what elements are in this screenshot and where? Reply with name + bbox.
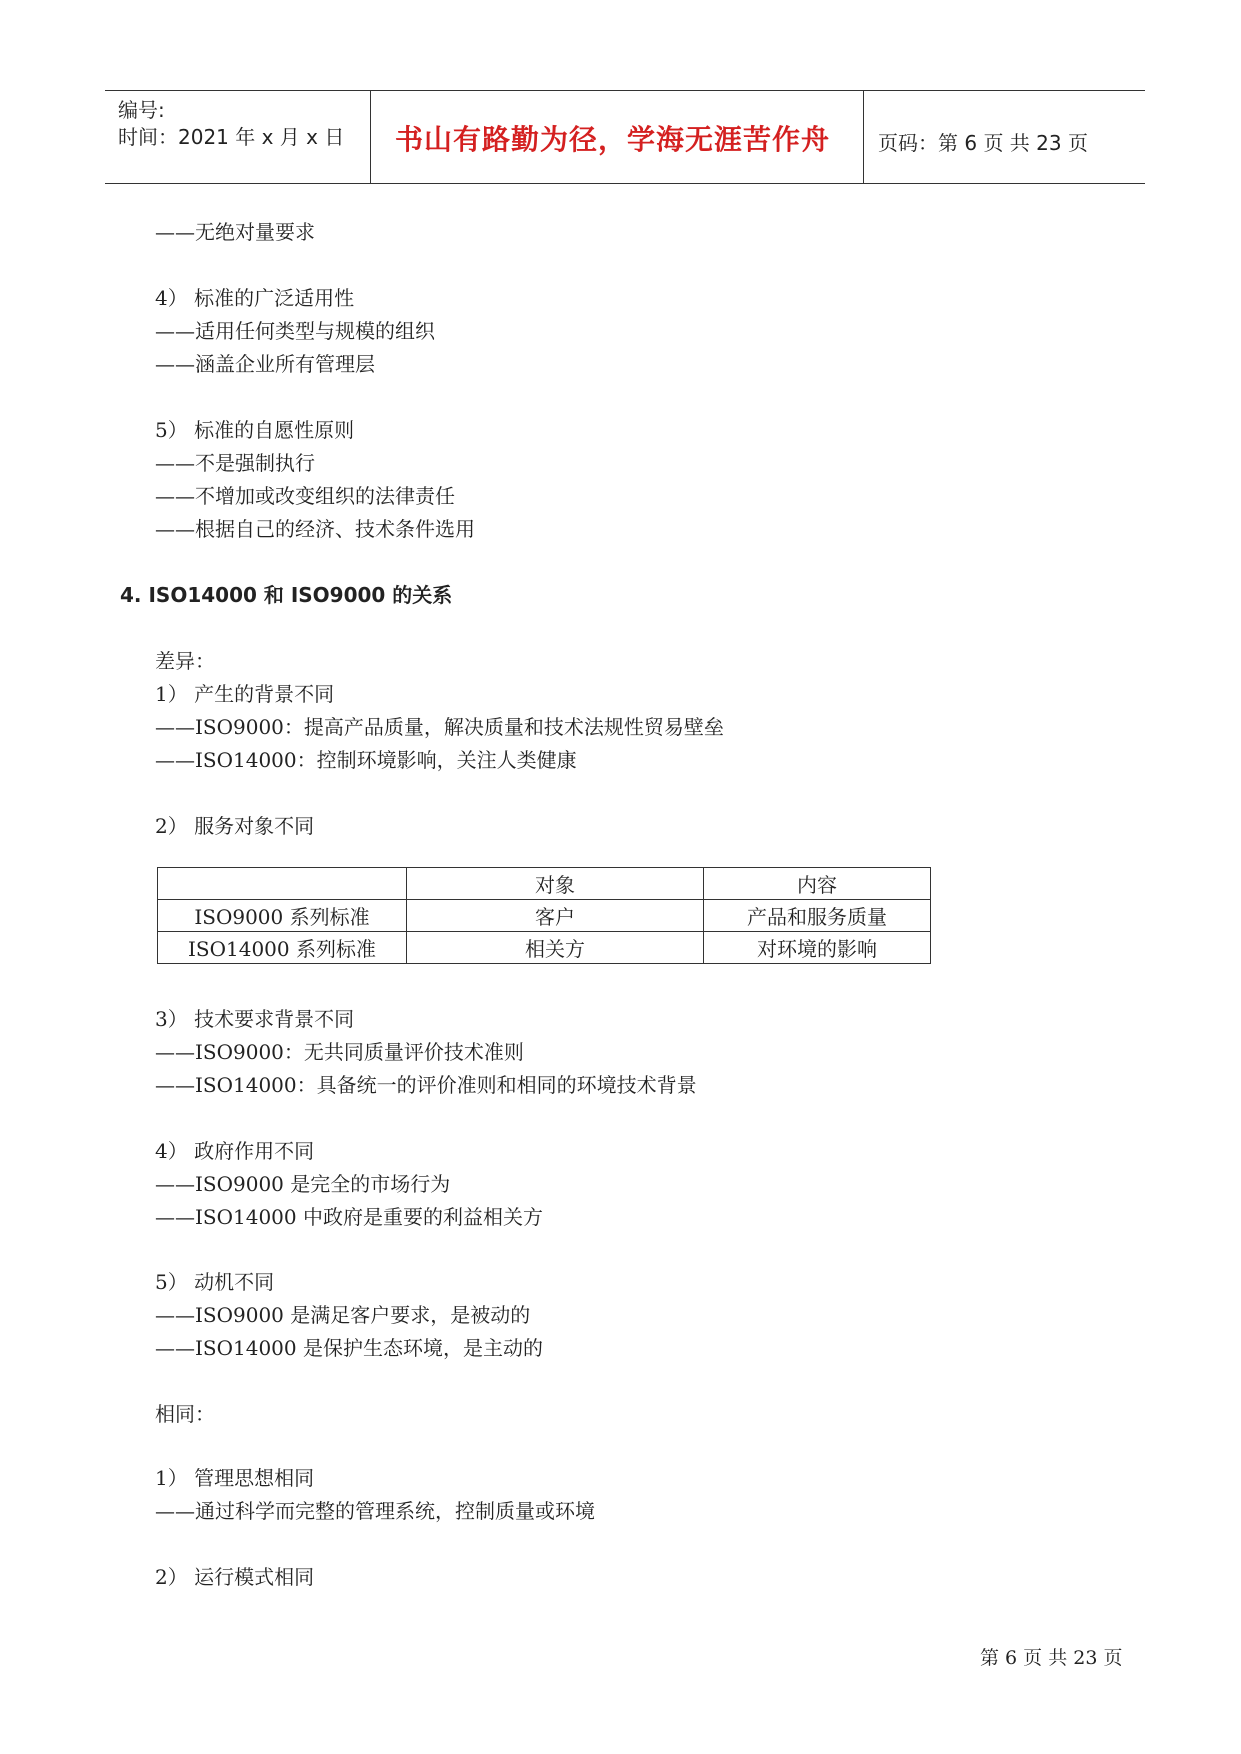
table-cell	[158, 868, 407, 900]
header-motto: 书山有路勤为径，学海无涯苦作舟	[395, 123, 831, 156]
header-bottom-rule	[105, 183, 1145, 184]
text-line: ——ISO9000 是满足客户要求，是被动的	[155, 1303, 531, 1327]
text-line: ——不是强制执行	[155, 451, 315, 475]
text-line: ——ISO14000：控制环境影响，关注人类健康	[155, 748, 577, 772]
text-line: ——ISO14000 是保护生态环境，是主动的	[155, 1336, 543, 1360]
same-label: 相同：	[155, 1402, 215, 1426]
table-cell: 客户	[407, 900, 704, 932]
item-title: 1） 产生的背景不同	[155, 682, 335, 706]
item-title: 5） 标准的自愿性原则	[155, 418, 355, 442]
table-cell: 内容	[704, 868, 931, 900]
header-number-label: 编号:	[118, 98, 165, 122]
page-footer: 第 6 页 共 23 页	[980, 1647, 1123, 1669]
text-line: ——ISO14000：具备统一的评价准则和相同的环境技术背景	[155, 1073, 697, 1097]
table-cell: ISO14000 系列标准	[158, 932, 407, 964]
table-row	[158, 900, 931, 932]
text-line: ——通过科学而完整的管理系统，控制质量或环境	[155, 1499, 595, 1523]
table-header-row	[158, 868, 931, 900]
table-row	[158, 932, 931, 964]
text-line: ——适用任何类型与规模的组织	[155, 319, 435, 343]
item-title: 3） 技术要求背景不同	[155, 1007, 355, 1031]
header-top-rule	[105, 90, 1145, 91]
text-line: ——ISO9000：提高产品质量，解决质量和技术法规性贸易壁垒	[155, 715, 724, 739]
text-line: ——无绝对量要求	[155, 220, 315, 244]
text-line: ——ISO9000：无共同质量评价技术准则	[155, 1040, 524, 1064]
item-title: 2） 运行模式相同	[155, 1565, 315, 1589]
header-page-info: 页码：第 6 页 共 23 页	[878, 131, 1088, 155]
item-title: 1） 管理思想相同	[155, 1466, 315, 1490]
header-time-label: 时间：2021 年 x 月 x 日	[118, 125, 345, 149]
text-line: ——根据自己的经济、技术条件选用	[155, 517, 475, 541]
text-line: ——ISO14000 中政府是重要的利益相关方	[155, 1205, 543, 1229]
item-title: 2） 服务对象不同	[155, 814, 315, 838]
item-title: 4） 政府作用不同	[155, 1139, 315, 1163]
table-cell: 产品和服务质量	[704, 900, 931, 932]
text-line: ——涵盖企业所有管理层	[155, 352, 375, 376]
item-title: 4） 标准的广泛适用性	[155, 286, 355, 310]
table-cell: 相关方	[407, 932, 704, 964]
header-divider-left	[370, 90, 371, 183]
comparison-table	[157, 867, 931, 964]
header-divider-right	[863, 90, 864, 183]
item-title: 5） 动机不同	[155, 1270, 275, 1294]
section-heading: 4. ISO14000 和 ISO9000 的关系	[120, 583, 453, 607]
table-cell: ISO9000 系列标准	[158, 900, 407, 932]
table-cell: 对象	[407, 868, 704, 900]
text-line: ——ISO9000 是完全的市场行为	[155, 1172, 451, 1196]
text-line: ——不增加或改变组织的法律责任	[155, 484, 455, 508]
table-cell: 对环境的影响	[704, 932, 931, 964]
diff-label: 差异：	[155, 649, 215, 673]
